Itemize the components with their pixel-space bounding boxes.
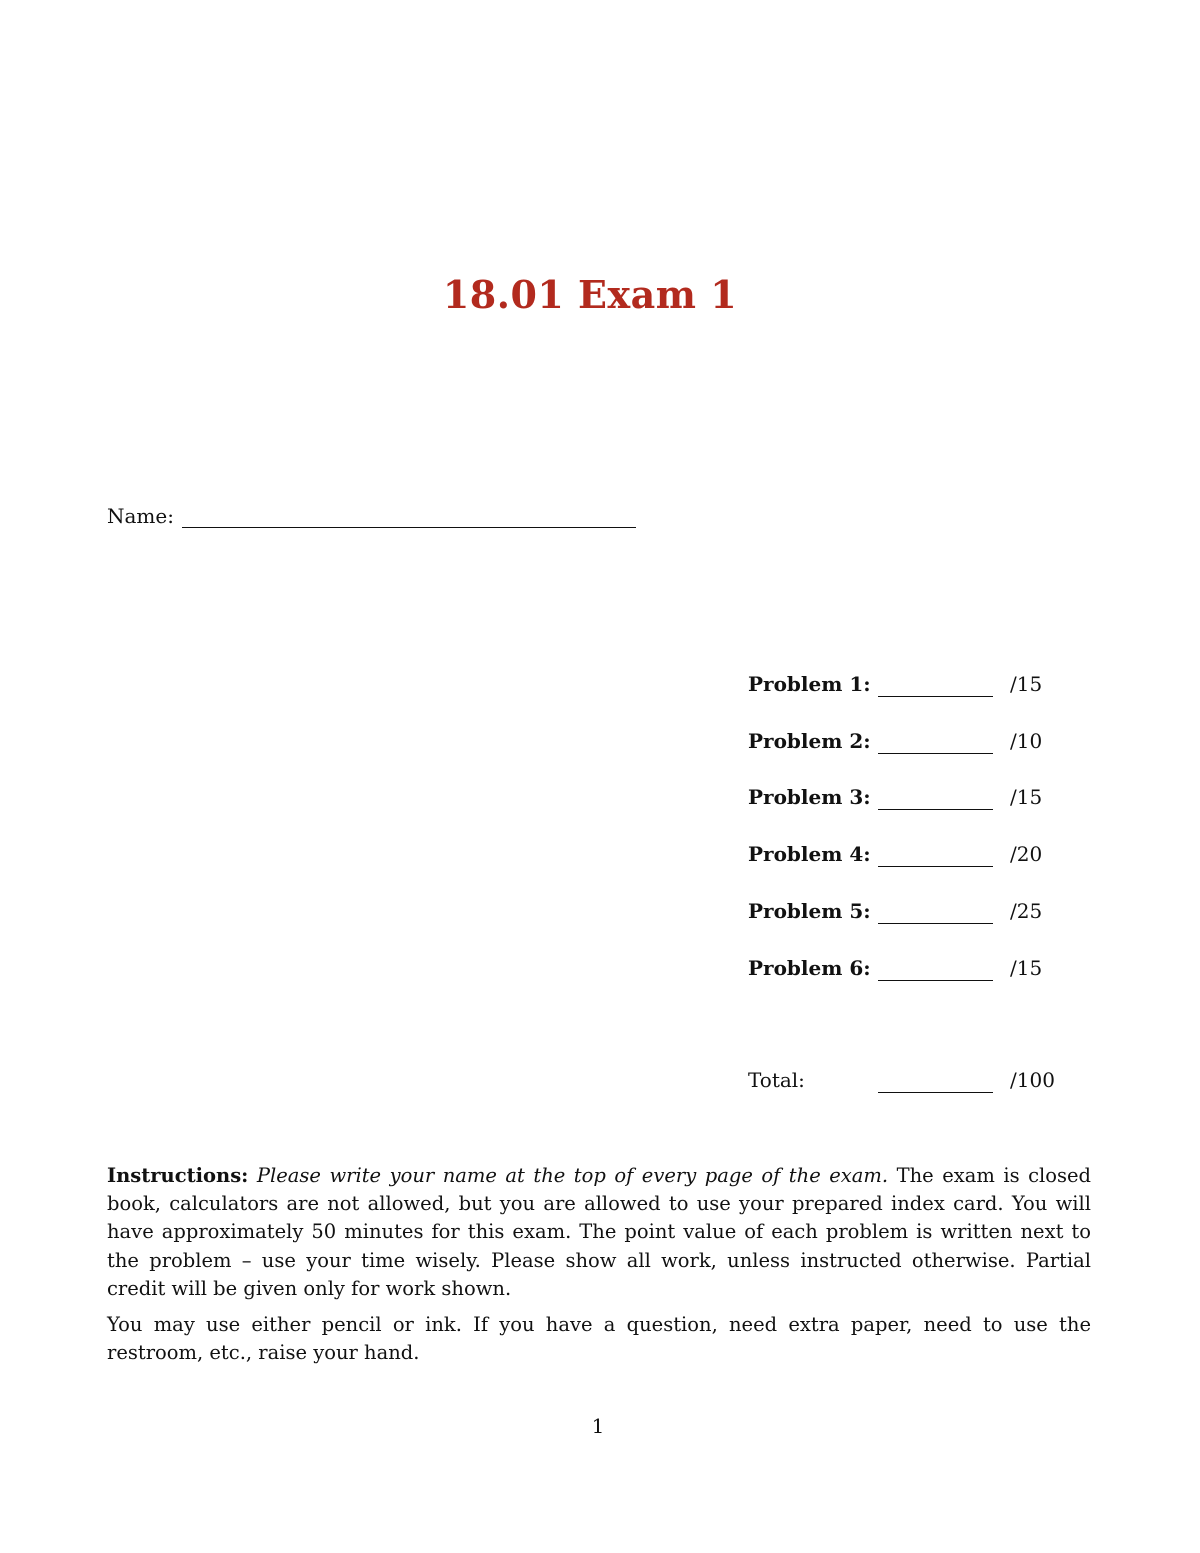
total-label: Total:	[748, 1068, 805, 1092]
score-blank-problem-5[interactable]	[878, 899, 993, 924]
page-number: 1	[591, 1414, 605, 1438]
instructions-body: The exam is closed book, calculators are not allowed, but you are allowed to use your prepared index card. You will have approximately 50 minutes for this exam. The point value of each problem is written next to the problem – use your time wisely. Please show all work, unless instructed otherwise. Partial credit will be given only for work shown.	[107, 1164, 1092, 1300]
score-max: /20	[1010, 842, 1043, 867]
score-blank-problem-3[interactable]	[878, 785, 993, 810]
instructions-paragraph-1	[107, 1162, 1091, 1303]
score-label: Problem 3:	[748, 785, 871, 810]
name-label: Name:	[107, 504, 174, 528]
instructions	[107, 1162, 1091, 1375]
instructions-heading: Instructions:	[107, 1164, 249, 1187]
exam-title: 18.01 Exam 1	[442, 272, 738, 317]
score-label: Problem 1:	[748, 672, 871, 696]
score-label: Problem 4:	[748, 842, 871, 867]
score-max: /15	[1010, 785, 1043, 810]
score-blank-problem-6[interactable]	[878, 956, 993, 981]
score-max: /15	[1010, 955, 1043, 980]
instructions-paragraph-2: You may use either pencil or ink. If you have a question, need extra paper, need to use the restroom, etc., raise your hand.	[107, 1313, 1091, 1365]
score-max: /25	[1010, 898, 1043, 923]
score-max: /15	[1010, 672, 1043, 696]
score-blank-problem-1[interactable]	[878, 672, 993, 697]
total-max: /100	[1010, 1068, 1055, 1092]
score-label: Problem 6:	[748, 955, 871, 980]
name-field[interactable]	[182, 507, 636, 528]
name-row	[107, 504, 636, 528]
score-label: Problem 2:	[748, 728, 871, 753]
instructions-italic: Please write your name at the top of every page of the exam.	[256, 1164, 889, 1187]
score-blank-total[interactable]	[878, 1068, 993, 1093]
score-blank-problem-4[interactable]	[878, 842, 993, 867]
score-label: Problem 5:	[748, 898, 871, 923]
score-max: /10	[1010, 728, 1043, 753]
score-blank-problem-2[interactable]	[878, 729, 993, 754]
